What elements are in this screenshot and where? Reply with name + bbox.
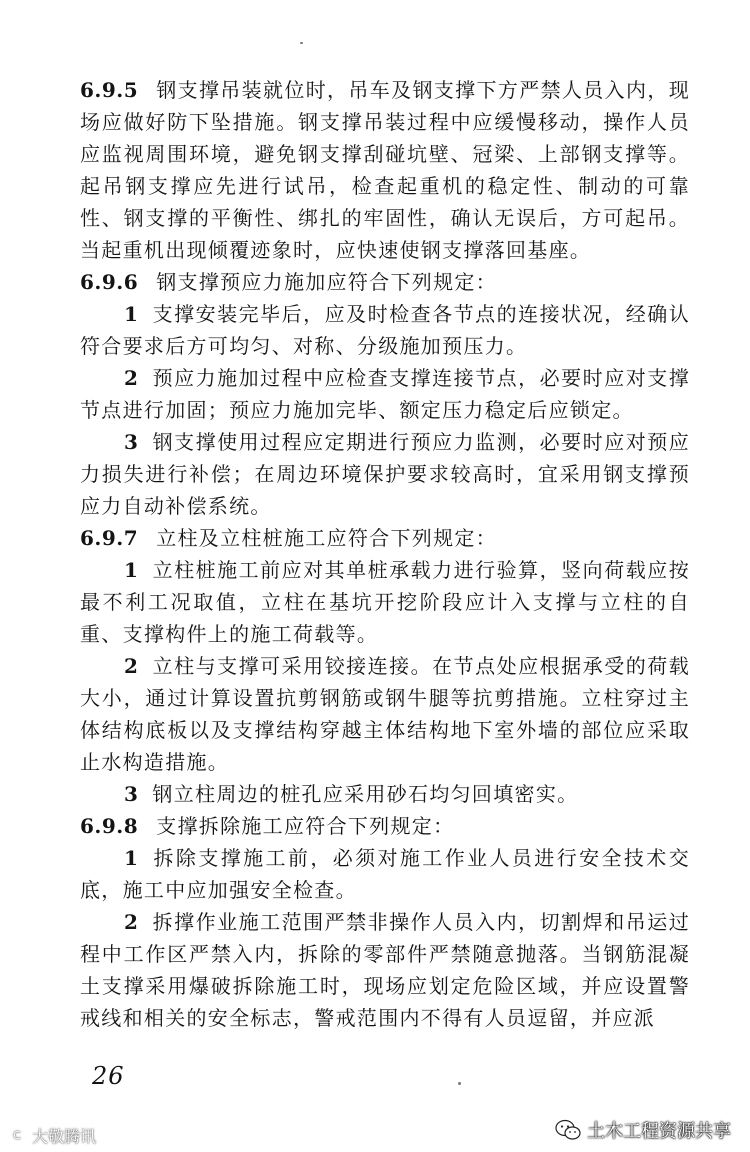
list-item bbox=[80, 426, 690, 522]
item-number: 3 bbox=[124, 430, 139, 454]
section-number: 6.9.6 bbox=[80, 270, 139, 294]
item-number: 1 bbox=[124, 302, 139, 326]
item-text: 钢支撑使用过程应定期进行预应力监测，必要时应对预应力损失进行补偿；在周边环境保护要求较高时，宜采用钢支撑预应力自动补偿系统。 bbox=[80, 430, 690, 518]
section-number: 6.9.7 bbox=[80, 526, 139, 550]
item-text: 立柱与支撑可采用铰接连接。在节点处应根据承受的荷载大小，通过计算设置抗剪钢筋或钢牛腿等抗剪措施。立柱穿过主体结构底板以及支撑结构穿越主体结构地下室外墙的部位应采取止水构造措施。 bbox=[80, 654, 690, 774]
section-text: 支撑拆除施工应符合下列规定： bbox=[156, 814, 455, 838]
list-item bbox=[80, 298, 690, 362]
section-6-9-7 bbox=[80, 522, 690, 554]
section-6-9-8 bbox=[80, 810, 690, 842]
section-text: 立柱及立柱桩施工应符合下列规定： bbox=[156, 526, 497, 550]
item-text: 拆除支撑施工前，必须对施工作业人员进行安全技术交底，施工中应加强安全检查。 bbox=[80, 846, 690, 902]
list-item bbox=[80, 778, 690, 810]
item-number: 2 bbox=[124, 910, 139, 934]
section-6-9-5 bbox=[80, 74, 690, 266]
svg-text:C: C bbox=[13, 1129, 21, 1142]
item-text: 预应力施加过程中应检查支撑连接节点，必要时应对支撑节点进行加固；预应力施加完毕、额定压力稳定后应锁定。 bbox=[80, 366, 690, 422]
item-number: 1 bbox=[124, 558, 139, 582]
item-number: 2 bbox=[124, 654, 139, 678]
section-text: 钢支撑预应力施加应符合下列规定： bbox=[156, 270, 497, 294]
item-number: 3 bbox=[124, 782, 139, 806]
list-item bbox=[80, 554, 690, 650]
watermark-text: 土木工程资源共享 bbox=[587, 1121, 731, 1142]
wechat-icon bbox=[555, 1119, 581, 1141]
list-item bbox=[80, 906, 690, 1034]
scan-speck bbox=[300, 42, 303, 44]
item-text: 钢立柱周边的桩孔应采用砂石均匀回填密实。 bbox=[152, 782, 579, 806]
watermark-text: 大敬腾讯 bbox=[32, 1126, 97, 1146]
item-text: 拆撑作业施工范围严禁非操作人员入内，切割焊和吊运过程中工作区严禁入内，拆除的零部件严禁随意抛落。当钢筋混凝土支撑采用爆破拆除施工时，现场应划定危险区域，并应设置警戒线和相关的安全标志，警戒范围内不得有人员逗留，并应派 bbox=[80, 910, 690, 1030]
item-text: 立柱桩施工前应对其单桩承载力进行验算，竖向荷载应按最不利工况取值，立柱在基坑开挖阶段应计入支撑与立柱的自重、支撑构件上的施工荷载等。 bbox=[80, 558, 690, 646]
list-item bbox=[80, 842, 690, 906]
item-text: 支撑安装完毕后，应及时检查各节点的连接状况，经确认符合要求后方可均匀、对称、分级施加预压力。 bbox=[80, 302, 690, 358]
scan-speck bbox=[458, 1082, 461, 1085]
section-number: 6.9.5 bbox=[80, 78, 139, 102]
wechat-watermark bbox=[555, 1113, 745, 1147]
section-number: 6.9.8 bbox=[80, 814, 139, 838]
list-item bbox=[80, 362, 690, 426]
list-item bbox=[80, 650, 690, 778]
item-number: 1 bbox=[124, 846, 139, 870]
copyright-watermark bbox=[6, 1120, 96, 1150]
document-body bbox=[80, 74, 690, 1034]
item-number: 2 bbox=[124, 366, 139, 390]
page-number: 26 bbox=[92, 1062, 125, 1090]
copyright-icon bbox=[6, 1124, 28, 1146]
section-6-9-6 bbox=[80, 266, 690, 298]
section-text: 钢支撑吊装就位时，吊车及钢支撑下方严禁人员入内，现场应做好防下坠措施。钢支撑吊装过程中应缓慢移动，操作人员应监视周围环境，避免钢支撑刮碰坑壁、冠梁、上部钢支撑等。起吊钢支撑应先进行试吊，检查起重机的稳定性、制动的可靠性、钢支撑的平衡性、绑扎的牢固性，确认无误后，方可起吊。当起重机出现倾覆迹象时，应快速使钢支撑落回基座。 bbox=[80, 78, 690, 262]
